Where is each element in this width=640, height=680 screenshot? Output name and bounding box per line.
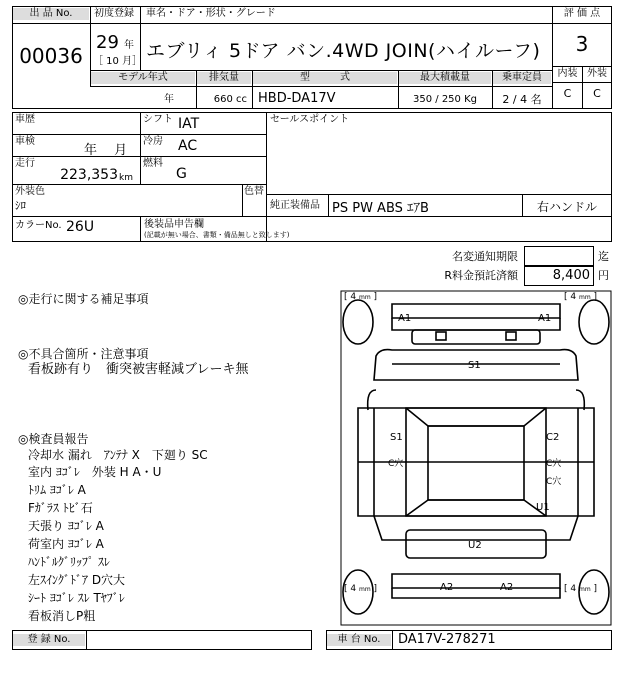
damage-mark: C穴	[546, 477, 562, 487]
chassis-no-label: 車 台 No.	[327, 634, 391, 646]
damage-mark: U2	[468, 540, 482, 551]
driving-notes-title: ◎走行に関する補足事項	[18, 292, 149, 306]
recycle-value: 8,400	[552, 268, 590, 283]
max-load-label: 最大積載量	[399, 72, 491, 84]
interior-label: 内装	[557, 68, 578, 79]
interior-grade: C	[563, 87, 572, 100]
model-year-unit: 年	[164, 94, 174, 105]
inspector-line: 荷室内 ﾖｺﾞﾚ A	[28, 537, 104, 551]
shift-value: IAT	[178, 116, 200, 132]
tire-gauge-fl: [ 4 mm ]	[344, 292, 378, 302]
inspector-line: ﾄﾘﾑ ﾖｺﾞﾚ A	[28, 483, 86, 497]
mileage-value: 223,353	[60, 167, 118, 183]
first-reg-year: 29	[96, 32, 119, 53]
score-value: 3	[575, 32, 589, 56]
damage-mark: C2	[546, 432, 560, 443]
tire-gauge-rl: [ 4 mm ]	[344, 584, 378, 594]
model-year-label: モデル年式	[91, 72, 195, 84]
damage-mark: A2	[500, 582, 514, 593]
capacity-label: 乗車定員	[493, 72, 551, 84]
vehicle-name: エブリィ 5ドア バン.4WD JOIN(ハイルーフ)	[146, 40, 541, 62]
vehicle-label: 車名・ドア・形状・グレード	[146, 8, 276, 19]
notice-box	[524, 246, 594, 266]
inspector-line: ｼｰﾄ ﾖｺﾞﾚ ｽﾚ Tﾔﾌﾞﾚ	[28, 591, 125, 605]
tire-front-right	[579, 300, 609, 344]
mileage-unit: km	[119, 173, 133, 183]
first-reg-label: 初度登録	[94, 8, 134, 19]
car-outline-svg	[340, 290, 612, 626]
equipment-label: 純正装備品	[270, 200, 320, 211]
damage-mark: A1	[398, 313, 412, 324]
tire-gauge-fr: [ 4 mm ]	[564, 292, 598, 302]
mileage-label: 走行	[15, 158, 35, 169]
color-no-value: 26U	[66, 219, 95, 235]
shift-label: シフト	[143, 114, 173, 125]
damage-mark: S1	[390, 432, 403, 443]
steering-value: 右ハンドル	[536, 200, 597, 214]
ac-label: 冷房	[143, 136, 163, 147]
inspection-label: 車検	[15, 136, 35, 147]
first-reg-month: ［ 10 月］	[93, 56, 143, 67]
inspector-line: ﾊﾝﾄﾞﾙｸﾞﾘｯﾌﾟ ｽﾚ	[28, 555, 110, 569]
inspector-line: 天張り ﾖｺﾞﾚ A	[28, 519, 104, 533]
displacement-value: 660 cc	[213, 94, 247, 105]
type-label: 型 式	[253, 72, 397, 84]
damage-mark: A1	[538, 313, 552, 324]
score-label: 評 価 点	[563, 8, 601, 19]
inspector-line: Fｶﾞﾗｽ ﾄﾋﾞ石	[28, 501, 93, 515]
exterior-grade: C	[593, 87, 601, 100]
tire-front-left	[343, 300, 373, 344]
defects-text: 看板跡有り 衝突被害軽減ブレーキ無	[28, 362, 249, 377]
lot-label: 出 品 No.	[13, 8, 89, 20]
inspector-line: 冷却水 漏れ ｱﾝﾃﾅ X 下廻り SC	[28, 448, 208, 462]
inspection-value: 年 月	[84, 143, 128, 158]
inspector-title: ◎検査員報告	[18, 432, 89, 446]
fuel-value: G	[176, 166, 187, 182]
ac-value: AC	[178, 138, 198, 154]
ext-color-label: 外装色	[15, 186, 45, 197]
color-no-label: カラーNo.	[15, 220, 62, 231]
ext-color-value: ｼﾛ	[15, 199, 26, 212]
aftermarket-note: (記載が無い場合、書類・備品無しと致します)	[144, 231, 290, 239]
car-damage-diagram	[340, 290, 612, 626]
inspector-line: 室内 ﾖｺﾞﾚ 外装 H A・U	[28, 465, 162, 479]
damage-mark: C穴	[388, 459, 404, 469]
fuel-label: 燃料	[143, 158, 163, 169]
recycle-unit: 円	[598, 269, 609, 282]
inspector-line: 左ｽｲﾝｸﾞﾄﾞｱ D穴大	[28, 573, 126, 587]
chassis-no-value: DA17V-278271	[398, 632, 496, 647]
inspector-line: 看板消しP粗	[28, 609, 96, 623]
damage-mark: C穴	[546, 459, 562, 469]
sales-points-label: セールスポイント	[270, 114, 350, 125]
defects-title: ◎不具合箇所・注意事項	[18, 347, 149, 361]
notice-label: 名変通知期限	[452, 250, 518, 263]
displacement-label: 排気量	[197, 72, 251, 84]
equipment-value: PS PW ABS ｴｱB	[332, 201, 429, 216]
lot-number: 00036	[19, 44, 83, 68]
damage-mark: U1	[536, 502, 550, 513]
type-code: HBD-DA17V	[258, 91, 336, 106]
tire-gauge-rr: [ 4 mm ]	[564, 584, 598, 594]
recycle-label: R料金預託済額	[444, 269, 518, 282]
year-unit: 年	[124, 40, 134, 51]
history-label: 車歴	[15, 114, 35, 125]
reg-no-label: 登 録 No.	[13, 634, 85, 646]
max-load-value: 350 / 250 Kg	[413, 94, 477, 105]
capacity-value: 2 / 4 名	[502, 93, 542, 106]
repaint-label: 色替	[244, 186, 264, 197]
exterior-label: 外装	[587, 68, 607, 79]
damage-mark: S1	[468, 360, 481, 371]
notice-unit: 迄	[598, 250, 609, 263]
aftermarket-label: 後装品申告欄	[144, 219, 204, 230]
damage-mark: A2	[440, 582, 454, 593]
